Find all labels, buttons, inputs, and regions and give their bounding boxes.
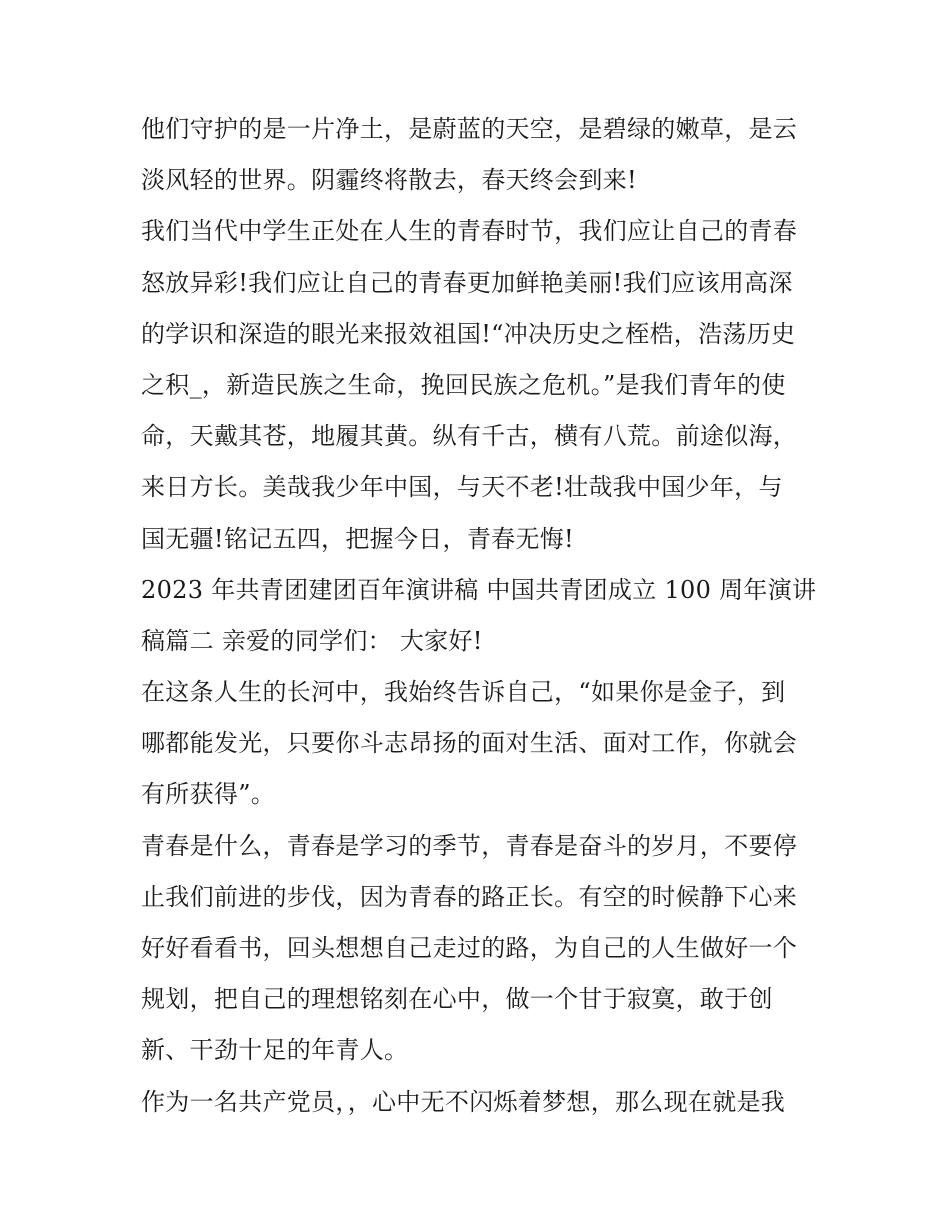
text-line: 规划，把自己的理想铭刻在心中，做一个甘于寂寞，敢于创 <box>141 985 773 1014</box>
text-line: 之积_，新造民族之生命，挽回民族之危机。”是我们青年的使 <box>141 370 786 399</box>
text-line: 好好看看书，回头想想自己走过的路，为自己的人生做好一个 <box>141 934 798 962</box>
text-line: 止我们前进的步伐，因为青春的路正长。有空的时候静下心来 <box>141 882 798 911</box>
text-line: 稿篇二 亲爱的同学们： 大家好! <box>141 626 483 655</box>
text-line: 有所获得”。 <box>141 780 276 809</box>
text-line: 新、干劲十足的年青人。 <box>141 1036 409 1065</box>
text-line: 哪都能发光，只要你斗志昂扬的面对生活、面对工作，你就会 <box>141 729 798 758</box>
text-line: 怒放异彩!我们应让自己的青春更加鲜艳美丽!我们应该用高深 <box>141 268 793 297</box>
text-line: 来日方长。美哉我少年中国，与天不老!壮哉我中国少年，与 <box>141 473 783 502</box>
text-line: 命，天戴其苍，地履其黄。纵有千古，横有八荒。前途似海， <box>141 422 798 451</box>
text-line: 淡风轻的世界。阴霾终将散去，春天终会到来! <box>141 166 637 195</box>
text-line: 的学识和深造的眼光来报效祖国!“冲决历史之桎梏，浩荡历史 <box>141 319 796 348</box>
text-line: 我们当代中学生正处在人生的青春时节，我们应让自己的青春 <box>141 217 798 246</box>
text-line: 在这条人生的长河中，我始终告诉自己，“如果你是金子，到 <box>141 678 786 707</box>
text-line: 作为一名共产党员，，心中无不闪烁着梦想，那么现在就是我 <box>141 1087 786 1116</box>
text-line: 国无疆!铭记五四，把握今日，青春无悔! <box>141 524 574 553</box>
text-line: 他们守护的是一片净土，是蔚蓝的天空，是碧绿的嫩草，是云 <box>141 115 798 143</box>
text-line: 2023 年共青团建团百年演讲稿 中国共青团成立 100 周年演讲 <box>141 575 817 604</box>
body-text <box>141 104 821 1128</box>
text-line: 青春是什么，青春是学习的季节，青春是奋斗的岁月，不要停 <box>141 831 798 860</box>
